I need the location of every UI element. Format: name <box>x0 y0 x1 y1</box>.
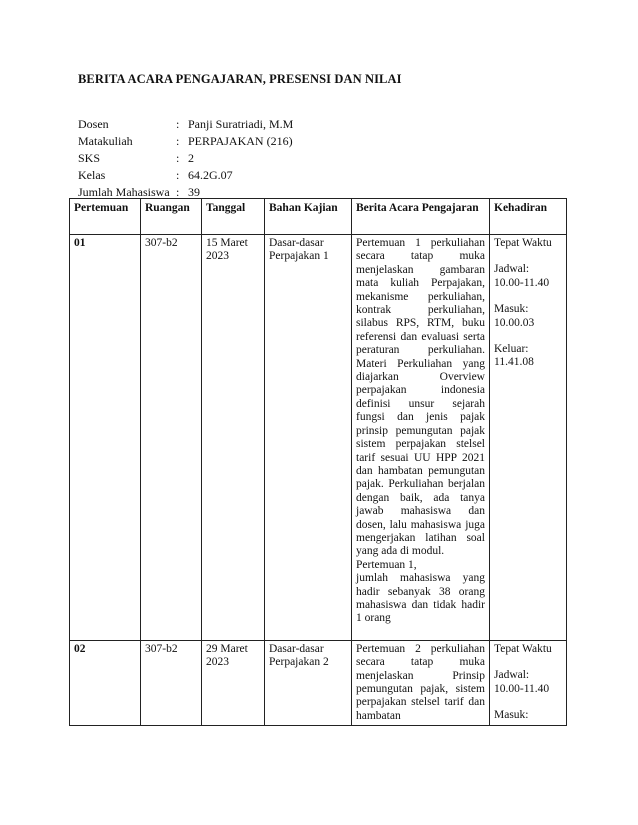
jadwal-value: 10.00-11.40 <box>494 682 550 695</box>
masuk-value: 10.00.03 <box>494 316 535 329</box>
header-ruangan: Ruangan <box>141 199 202 235</box>
info-label: Jumlah Mahasiswa <box>78 185 170 199</box>
info-row-matakuliah <box>78 133 293 150</box>
status-text: Tepat Waktu <box>494 237 552 249</box>
info-colon: : <box>176 117 180 131</box>
header-tanggal: Tanggal <box>202 199 265 235</box>
info-colon: : <box>176 168 180 182</box>
header-kehadiran: Kehadiran <box>490 199 567 235</box>
cell-kehadiran <box>490 640 567 725</box>
jadwal-label: Jadwal: <box>494 669 530 682</box>
table-row <box>70 235 567 641</box>
info-label: Matakuliah <box>78 134 133 148</box>
cell-ruangan: 307-b2 <box>141 640 202 725</box>
cell-berita-acara <box>352 640 490 725</box>
keluar-label: Keluar: <box>494 343 529 356</box>
berita-meeting: Pertemuan 1, <box>356 558 417 571</box>
info-label: SKS <box>78 151 101 165</box>
cell-pertemuan: 02 <box>70 640 141 725</box>
cell-bahan-kajian: Dasar-dasar Perpajakan 2 <box>265 640 352 725</box>
berita-attendance: jumlah mahasiswa yang hadir sebanyak 38 orang mahasiswa dan tidak hadir 1 orang <box>356 572 485 625</box>
cell-kehadiran <box>490 235 567 641</box>
info-value: PERPAJAKAN (216) <box>188 134 293 148</box>
keluar-value: 11.41.08 <box>494 356 534 369</box>
jadwal-label: Jadwal: <box>494 263 530 276</box>
info-row-dosen <box>78 116 293 133</box>
cell-ruangan: 307-b2 <box>141 235 202 641</box>
info-colon: : <box>176 134 180 148</box>
cell-pertemuan: 01 <box>70 235 141 641</box>
info-colon: : <box>176 151 180 165</box>
cell-tanggal: 29 Maret 2023 <box>202 640 265 725</box>
info-label: Kelas <box>78 168 106 182</box>
page-title: BERITA ACARA PENGAJARAN, PRESENSI DAN NILAI <box>78 72 402 86</box>
cell-berita-acara <box>352 235 490 641</box>
berita-text: Pertemuan 1 perkuliahan secara tatap muka menjelaskan gambaran mata kuliah Perpajakan, mekanisme perkuliahan, kontrak perkuliahan, silabus RPS, RTM, buku referensi dan evaluasi serta peraturan perkuliahan. Materi Perkuliahan yang diajarkan Overview perpajakan indonesia definisi unsur sejarah fungsi dan jenis pajak prinsip pemungutan pajak sistem perpajakan stelsel tarif sesuai UU HPP 2021 dan hambatan pemungutan pajak. Perkuliahan berjalan dengan baik, ada tanya jawab mahasiswa dan dosen, lalu mahasiswa juga mengerjakan latihan soal yang ada di modul. <box>356 237 485 558</box>
masuk-label: Masuk: <box>494 303 529 316</box>
berita-text: Pertemuan 2 perkuliahan secara tatap muka menjelaskan Prinsip pemungutan pajak, sistem perpajakan stelsel tarif dan hambatan <box>356 642 485 722</box>
info-value: 64.2G.07 <box>188 168 233 182</box>
jadwal-value: 10.00-11.40 <box>494 276 550 289</box>
cell-bahan-kajian: Dasar-dasar Perpajakan 1 <box>265 235 352 641</box>
header-pertemuan: Pertemuan <box>70 199 141 235</box>
table-row <box>70 640 567 725</box>
course-info <box>78 116 293 201</box>
info-value: 39 <box>188 185 200 199</box>
attendance-table <box>69 198 567 726</box>
info-value: Panji Suratriadi, M.M <box>188 117 294 131</box>
info-row-sks <box>78 150 293 167</box>
masuk-label: Masuk: <box>494 709 529 721</box>
info-colon: : <box>176 185 180 199</box>
info-label: Dosen <box>78 117 109 131</box>
status-text: Tepat Waktu <box>494 642 552 655</box>
header-berita-acara: Berita Acara Pengajaran <box>352 199 490 235</box>
info-row-kelas <box>78 167 293 184</box>
info-value: 2 <box>188 151 194 165</box>
table-header-row <box>70 199 567 235</box>
header-bahan-kajian: Bahan Kajian <box>265 199 352 235</box>
cell-tanggal: 15 Maret 2023 <box>202 235 265 641</box>
